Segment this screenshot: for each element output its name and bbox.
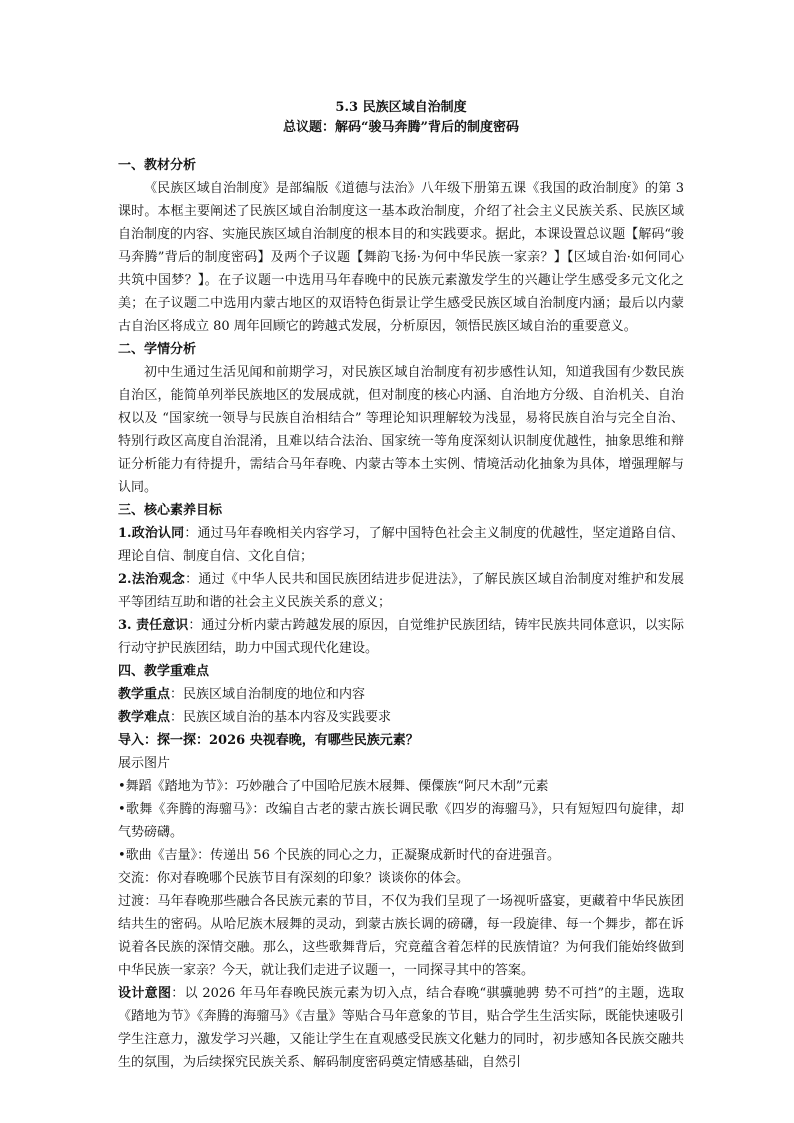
show-pictures-label: 展示图片 xyxy=(118,756,171,771)
page-title: 5.3 民族区域自治制度 xyxy=(335,100,467,115)
goal-label: 3. 责任意识 xyxy=(118,618,189,633)
design-intent-label: 设计意图 xyxy=(118,986,172,1001)
goal-item xyxy=(118,522,684,568)
goal-text: ：通过《中华人民共和国民族团结进步促进法》，了解民族区域自治制度对维护和发展平等团结互助和谐的社会主义民族关系的意义； xyxy=(118,572,684,610)
page-subtitle: 总议题：解码“骏马奔腾”背后的制度密码 xyxy=(283,120,519,135)
goal-label: 2.法治观念 xyxy=(118,572,186,587)
key-point-text: ：民族区域自治制度的地位和内容 xyxy=(170,687,366,702)
key-point-line xyxy=(118,683,684,706)
program-bullet: •歌舞《奔腾的海骝马》：改编自古老的蒙古族长调民歌《四岁的海骝马》，只有短短四句旋律，却气势磅礴。 xyxy=(118,802,684,840)
transition-paragraph: 过渡：马年春晚那些融合各民族元素的节目，不仅为我们呈现了一场视听盛宴，更藏着中华民族团结共生的密码。从哈尼族木屐舞的灵动，到蒙古族长调的磅礴，每一段旋律、每一个舞步，都在诉说着各民族的深情交融。那么，这些歌舞背后，究竟蕴含着怎样的民族情谊？为何我们能始终做到中华民族一家亲？今天，就让我们走进子议题一，一同探寻其中的答案。 xyxy=(118,894,684,978)
difficulty-text: ：民族区域自治的基本内容及实践要求 xyxy=(170,710,392,725)
program-bullet: •歌曲《吉量》：传递出 56 个民族的同心之力，正凝聚成新时代的奋进强音。 xyxy=(118,848,560,863)
design-intent-paragraph xyxy=(118,982,684,1074)
goal-label: 1.政治认同 xyxy=(118,526,185,541)
key-point-label: 教学重点 xyxy=(118,687,171,702)
student-analysis-paragraph: 初中生通过生活见闻和前期学习，对民族区域自治制度有初步感性认知，知道我国有少数民族自治区，能简单列举民族地区的发展成就，但对制度的核心内涵、自治地方分级、自治机关、自治权以及 “国家统一领导与民族自治相结合” 等理论知识理解较为浅显，易将民族自治与完全自治、特别行政区高度自治混淆，且难以结合法治、国家统一等角度深刻认识制度优越性，抽象思维和辩证分析能力有待提升，需结合马年春晚、内蒙古等本土实例、情境活动化抽象为具体，增强理解与认同。 xyxy=(118,365,684,495)
section-heading-core-literacy: 三、核心素养目标 xyxy=(118,503,223,518)
exchange-line: 交流：你对春晚哪个民族节目有深刻的印象？谈谈你的体会。 xyxy=(118,871,470,886)
difficulty-label: 教学难点 xyxy=(118,710,171,725)
intro-heading: 导入：探一探：2026 央视春晚，有哪些民族元素？ xyxy=(118,733,419,748)
section-heading-key-points: 四、教学重难点 xyxy=(118,664,210,679)
textbook-analysis-paragraph: 《民族区域自治制度》是部编版《道德与法治》八年级下册第五课《我国的政治制度》的第 3 课时。本框主要阐述了民族区域自治制度这一基本政治制度，介绍了社会主义民族关系、民族区域自治制度的内容、实施民族区域自治制度的根本目的和实践要求。据此，本课设置总议题【解码“骏马奔腾”背后的制度密码】及两个子议题【舞韵飞扬·为何中华民族一家亲？】【区域自治·如何同心共筑中国梦？】。在子议题一中选用马年春晚中的民族元素激发学生的兴趣让学生感受多元文化之美；在子议题二中选用内蒙古地区的双语特色街景让学生感受民族区域自治制度内涵；最后以内蒙古自治区将成立 80 周年回顾它的跨越式发展，分析原因，领悟民族区域自治的重要意义。 xyxy=(118,181,684,334)
document-body xyxy=(118,98,684,1074)
section-heading-student-analysis: 二、学情分析 xyxy=(118,342,197,357)
program-bullet: •舞蹈《踏地为节》：巧妙融合了中国哈尼族木屐舞、傈僳族“阿尺木刮”元素 xyxy=(118,779,549,794)
goal-item xyxy=(118,568,684,614)
goal-text: ：通过马年春晚相关内容学习，了解中国特色社会主义制度的优越性，坚定道路自信、理论自信、制度自信、文化自信； xyxy=(118,526,684,564)
difficulty-line xyxy=(118,706,684,729)
goal-item xyxy=(118,614,684,660)
design-intent-text: ：以 2026 年马年春晚民族元素为切入点，结合春晚“骐骥驰骋 势不可挡”的主题，选取《踏地为节》《奔腾的海骝马》《吉量》等贴合马年意象的节目，贴合学生生活实际，既能快速吸引学生注意力，激发学习兴趣，又能让学生在直观感受民族文化魅力的同时，初步感知各民族交融共生的氛围，为后续探究民族关系、解码制度密码奠定情感基础，自然引 xyxy=(118,986,684,1070)
goal-text: ：通过分析内蒙古跨越发展的原因，自觉维护民族团结，铸牢民族共同体意识，以实际行动守护民族团结，助力中国式现代化建设。 xyxy=(118,618,684,656)
section-heading-textbook-analysis: 一、教材分析 xyxy=(118,158,197,173)
